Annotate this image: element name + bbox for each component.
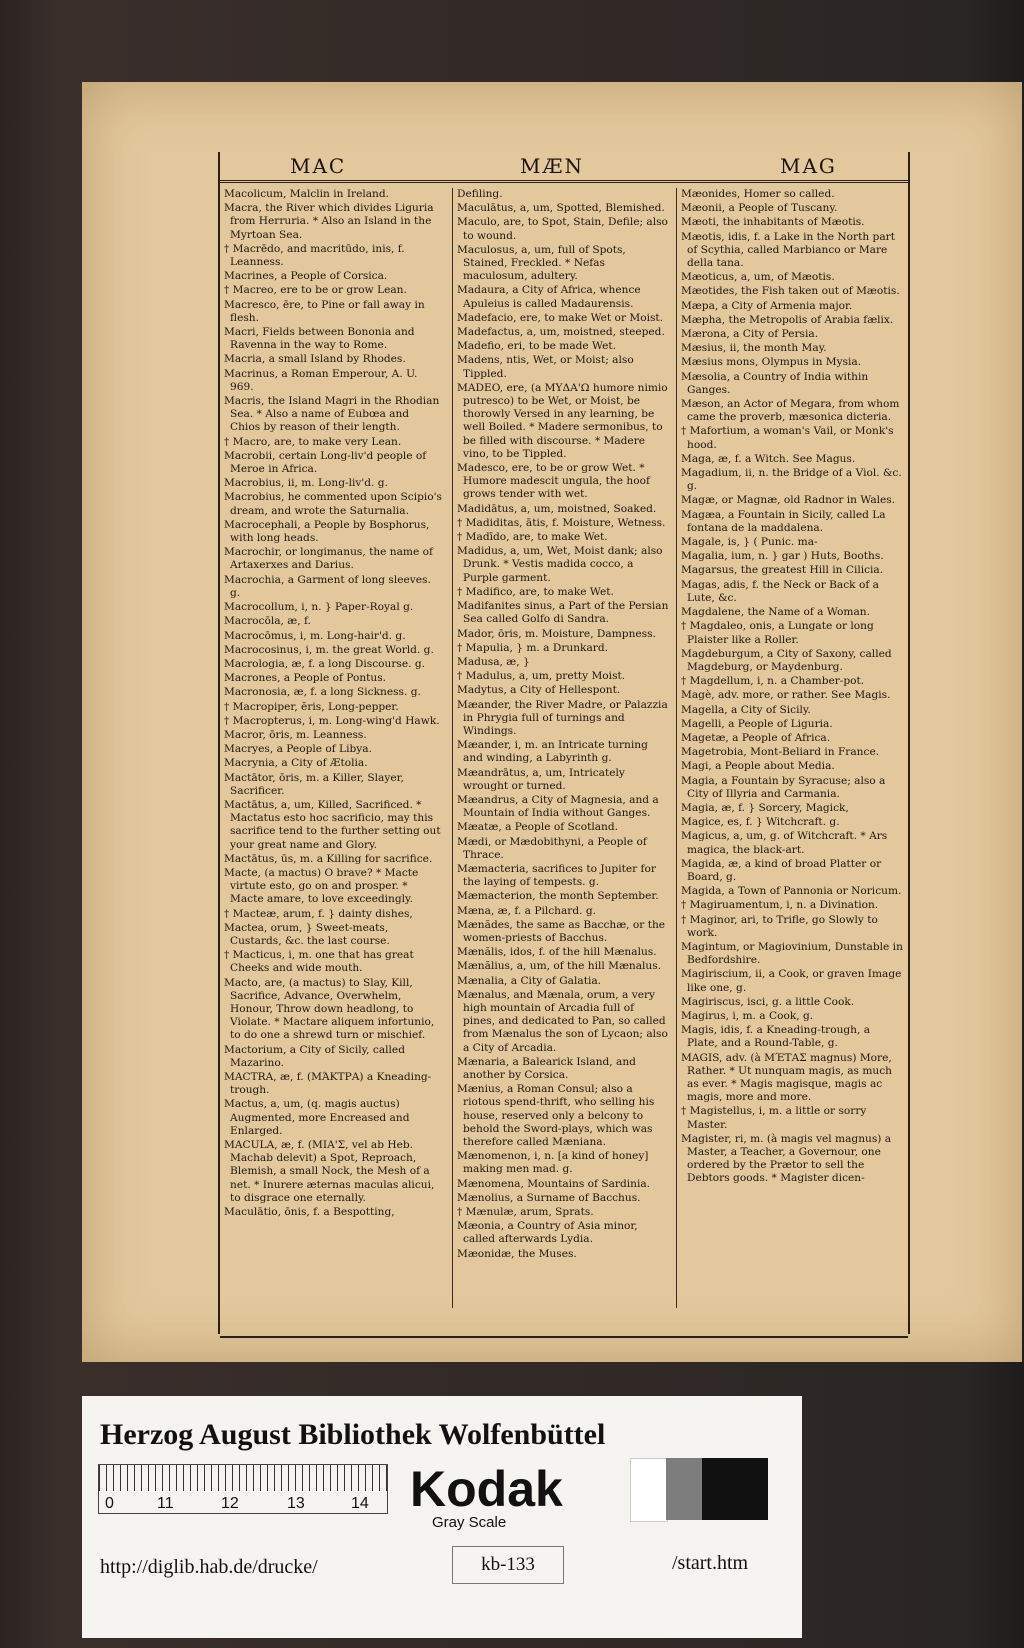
dictionary-entry: † Macreo, ere to be or grow Lean.: [224, 284, 407, 297]
dictionary-entry: Mæmacterion, the month September.: [457, 890, 659, 903]
dictionary-entry: Macolicum, Malclin in Ireland.: [224, 188, 390, 200]
dictionary-entry: Mæonides, Homer so called.: [681, 188, 835, 200]
running-head-left: MAC: [290, 154, 347, 178]
dictionary-entry: Mænalia, a City of Galatia.: [457, 974, 602, 987]
column-1: [224, 188, 442, 1308]
dictionary-entry: Madytus, a City of Hellespont.: [457, 684, 621, 697]
ruler-number: 12: [221, 1495, 239, 1512]
dictionary-entry: Macto, are, (a mactus) to Slay, Kill, Sacrifice, Advance, Overwhelm, Honour, Throw down headlong, to Violate. * Mactare aliquem infortunio, to do one a shrewd turn or mischief.: [224, 976, 435, 1042]
dictionary-entry: Mæoti, the inhabitants of Mæotis.: [681, 216, 865, 229]
dictionary-entry: Mæmacteria, sacrifices to Jupiter for the laying of tempests. g.: [457, 862, 656, 889]
item-code: kb-133: [452, 1546, 564, 1584]
dictionary-entry: Mæpa, a City of Armenia major.: [681, 299, 853, 312]
dictionary-entry: Macra, the River which divides Liguria from Herruria. * Also an Island in the Myrtoan Sea.: [224, 202, 434, 241]
dictionary-entry: Macrobius, ii, m. Long-liv'd. g.: [224, 477, 388, 490]
dictionary-entry: Mæonii, a People of Tuscany.: [681, 202, 838, 215]
column-2: [452, 188, 669, 1308]
dictionary-entry: Mæotides, the Fish taken out of Mæotis.: [681, 285, 900, 298]
dictionary-entry: Macrones, a People of Pontus.: [224, 672, 387, 685]
dictionary-entry: Defiling.: [457, 188, 503, 200]
dictionary-entry: Magetrobia, Mont-Beliard in France.: [681, 746, 880, 759]
dictionary-entry: Magi, a People about Media.: [681, 760, 835, 773]
target-card: [82, 1396, 802, 1638]
dictionary-entry: † Magdaleo, onis, a Lungate or long Plaister like a Roller.: [681, 620, 874, 646]
kodak-logo: Kodak: [410, 1461, 563, 1517]
ruler-number: 11: [157, 1495, 174, 1512]
dictionary-entry: Mactātor, ōris, m. a Killer, Slayer, Sacrificer.: [224, 771, 404, 797]
dictionary-entry: Macrocollum, i, n. } Paper-Royal g.: [224, 601, 414, 614]
dictionary-entry: Magirus, i, m. a Cook, g.: [681, 1009, 814, 1022]
ruler-scale: [98, 1464, 388, 1514]
running-head-center: MÆN: [520, 154, 584, 178]
dictionary-entry: Madens, ntis, Wet, or Moist; also Tippled.: [457, 354, 634, 380]
dictionary-entry: Magarsus, the greatest Hill in Cilicia.: [681, 564, 884, 577]
dictionary-entry: Magæ, or Magnæ, old Radnor in Wales.: [681, 494, 896, 507]
url-right: /start.htm: [672, 1552, 749, 1574]
dictionary-entry: MACULA, æ, f. (ΜΙΑ'Σ, vel ab Heb. Machab delevit) a Spot, Reproach, Blemish, a small Nock, the Mesh of a net. * Inurere æternas maculas alicui, to disgrace one eternally.: [224, 1139, 435, 1204]
dictionary-entry: Magiriscium, ii, a Cook, or graven Image like one, g.: [681, 968, 902, 994]
dictionary-entry: Macryes, a People of Libya.: [224, 743, 372, 756]
dictionary-entry: Magintum, or Magiovinium, Dunstable in Bedfordshire.: [681, 940, 903, 967]
dictionary-entry: Magale, is, } ( Punic. ma-: [681, 536, 818, 549]
dictionary-entry: Madidus, a, um, Wet, Moist dank; also Drunk. * Vestis madida cocco, a Purple garment.: [457, 545, 663, 584]
dictionary-entry: Macrologia, æ, f. a long Discourse. g.: [224, 657, 426, 670]
dictionary-entry: Macri, Fields between Bononia and Ravenna in the way to Rome.: [224, 326, 415, 352]
dictionary-entry: Mæotis, idis, f. a Lake in the North part of Scythia, called Marbianco or Mare della tana.: [681, 230, 895, 270]
dictionary-entry: Madefacio, ere, to make Wet or Moist.: [457, 311, 664, 324]
dictionary-entry: Magalia, ium, n. } gar ) Huts, Booths.: [681, 550, 884, 563]
dictionary-entry: Mæson, an Actor of Megara, from whom came the proverb, mæsonica dicteria.: [681, 398, 900, 424]
dictionary-entry: Madefio, eri, to be made Wet.: [457, 340, 616, 353]
dictionary-entry: † Magistellus, i, m. a little or sorry Master.: [681, 1105, 867, 1131]
dictionary-entry: Magia, æ, f. } Sorcery, Magick,: [681, 801, 849, 814]
dictionary-entry: MADEO, ere, (a ΜΥΔΑ'Ω humore nimio putresco) to be Wet, or Moist, be thorowly Versed in any learning, be well Boiled. * Madere sermonibus, to be filled with discourse. * Madere vino, to be Tippled.: [457, 381, 668, 460]
dictionary-entry: † Maginor, ari, to Trifle, go Slowly to work.: [681, 913, 878, 939]
dictionary-entry: Maculosus, a, um, full of Spots, Stained, Freckled. * Nefas maculosum, adultery.: [457, 243, 626, 283]
dictionary-entry: Madefactus, a, um, moistned, steeped.: [457, 326, 665, 339]
gray-swatch-mid: [666, 1458, 702, 1520]
gray-scale-label: Gray Scale: [432, 1514, 507, 1531]
column-3: [676, 188, 903, 1308]
dictionary-entry: Mæsius, ii, the month May.: [681, 342, 827, 355]
gray-swatch-black: [702, 1458, 768, 1520]
dictionary-entry: † Macticus, i, m. one that has great Cheeks and wide mouth.: [224, 949, 414, 975]
dictionary-entry: Magiriscus, isci, g. a little Cook.: [681, 995, 855, 1008]
url-left: http://diglib.hab.de/drucke/: [100, 1556, 318, 1578]
dictionary-entry: † Magdellum, i, n. a Chamber-pot.: [681, 675, 865, 688]
dictionary-entry: Macrocosinus, i, m. the great World. g.: [224, 643, 434, 656]
dictionary-entry: Mactorium, a City of Sicily, called Mazarino.: [224, 1043, 405, 1069]
dictionary-entry: MAGIS, adv. (à ΜΈΤΑΣ magnus) More, Rather. * Ut nunquam magis, as much as ever. * Magis magisque, magis ac magis, more and more.: [681, 1051, 892, 1104]
dictionary-entry: Macrines, a People of Corsica.: [224, 270, 388, 283]
bottom-rule: [220, 1336, 908, 1338]
dictionary-entry: † Macropiper, ĕris, Long-pepper.: [224, 700, 399, 713]
dictionary-entry: Magetæ, a People of Africa.: [681, 731, 831, 744]
dictionary-entry: Mænomena, Mountains of Sardinia.: [457, 1177, 651, 1190]
dictionary-entry: Macrobii, certain Long-liv'd people of Meroe in Africa.: [224, 449, 427, 476]
dictionary-entry: † Mafortium, a woman's Vail, or Monk's hood.: [681, 425, 894, 451]
dictionary-entry: Macror, ōris, m. Leanness.: [224, 728, 367, 741]
dictionary-entry: Mæandrātus, a, um, Intricately wrought or turned.: [457, 766, 625, 792]
dictionary-entry: † Macteæ, arum, f. } dainty dishes,: [224, 907, 413, 920]
dictionary-entry: Mador, ōris, m. Moisture, Dampness.: [457, 627, 656, 640]
dictionary-entry: Mænădes, the same as Bacchæ, or the women-priests of Bacchus.: [457, 918, 666, 944]
dictionary-entry: Mæonidæ, the Muses.: [457, 1247, 577, 1260]
dictionary-entry: Maculo, are, to Spot, Stain, Defile; also to wound.: [457, 216, 668, 242]
dictionary-entry: Magæa, a Fountain in Sicily, called La fontana de la maddalena.: [681, 508, 886, 534]
dictionary-entry: Mactus, a, um, (q. magis auctus) Augmented, more Encreased and Enlarged.: [224, 1098, 410, 1137]
dictionary-entry: † Mapulia, } m. a Drunkard.: [457, 641, 608, 654]
dictionary-entry: Mactea, orum, } Sweet-meats, Custards, &c. the last course.: [224, 921, 390, 947]
dictionary-entry: Magister, ri, m. (à magis vel magnus) a Master, a Teacher, a Governour, one ordered by the Prætor to sell the Debtors goods. * Magister dicen-: [681, 1132, 892, 1185]
running-head: [220, 150, 908, 183]
dictionary-entry: † Madīdo, are, to make Wet.: [457, 531, 608, 544]
dictionary-entry: Madifanites sinus, a Part of the Persian Sea called Golfo di Sandra.: [457, 600, 669, 626]
dictionary-entry: Magas, adis, f. the Neck or Back of a Lute, &c.: [681, 578, 879, 604]
dictionary-entry: † Madulus, a, um, pretty Moist.: [457, 670, 626, 683]
dictionary-entry: Magelli, a People of Liguria.: [681, 717, 833, 730]
dictionary-entry: Mæoticus, a, um, of Mæotis.: [681, 271, 835, 284]
ruler-number: 14: [351, 1495, 369, 1512]
dictionary-entry: Maga, æ, f. a Witch. See Magus.: [681, 452, 856, 465]
dictionary-entry: Mactātus, ūs, m. a Killing for sacrifice.: [224, 852, 433, 865]
dictionary-entry: Mæander, i, m. an Intricate turning and winding, a Labyrinth g.: [457, 739, 648, 765]
dictionary-entry: Magicus, a, um, g. of Witchcraft. * Ars magica, the black-art.: [681, 830, 888, 856]
page-frame: [218, 152, 910, 1334]
dictionary-entry: MACTRA, æ, f. (ΜΆΚΤΡΑ) a Kneading-trough.: [224, 1071, 432, 1097]
dictionary-entry: Magè, adv. more, or rather. See Magis.: [681, 689, 891, 702]
dictionary-entry: Magida, a Town of Pannonia or Noricum.: [681, 885, 902, 898]
dictionary-entry: Mæonia, a Country of Asia minor, called afterwards Lydia.: [457, 1220, 638, 1246]
dictionary-entry: Macte, (a mactus) O brave? * Macte virtute esto, go on and prosper. * Macte amare, to love exceedingly.: [224, 866, 419, 906]
dictionary-entry: † Mænulæ, arum, Sprats.: [457, 1206, 594, 1219]
dictionary-entry: Magadium, ii, n. the Bridge of a Viol. &c. g.: [681, 467, 902, 493]
dictionary-entry: † Macropterus, i, m. Long-wing'd Hawk.: [224, 714, 440, 727]
dictionary-entry: Mænalus, and Mænala, orum, a very high mountain of Arcadia full of pines, and dedicated to Pan, so called from Mænalus the son of Lycaon; also a City of Arcadia.: [457, 988, 668, 1054]
dictionary-entry: Mænălis, idos, f. of the hill Mænalus.: [457, 946, 657, 959]
dictionary-entry: Macrochir, or longimanus, the name of Artaxerxes and Darius.: [224, 546, 433, 572]
dictionary-entry: Madidātus, a, um, moistned, Soaked.: [457, 502, 657, 515]
dictionary-entry: Magia, a Fountain by Syracuse; also a City of Illyria and Carmania.: [681, 774, 886, 800]
dictionary-entry: Mænomenon, i, n. [a kind of honey] making men mad. g.: [457, 1150, 649, 1176]
dictionary-entry: Macrocephali, a People by Bosphorus, with long heads.: [224, 518, 430, 545]
ruler-number: 0: [105, 1495, 114, 1512]
dictionary-entry: Macria, a small Island by Rhodes.: [224, 353, 406, 366]
dictionary-entry: Mæander, the River Madre, or Palazzia in Phrygia full of turnings and Windings.: [457, 698, 668, 737]
dictionary-entry: Magida, æ, a kind of broad Platter or Board, g.: [681, 857, 882, 883]
dictionary-entry: Madaura, a City of Africa, whence Apuleius is called Madaurensis.: [457, 284, 641, 310]
dictionary-entry: Mæsius mons, Olympus in Mysia.: [681, 356, 862, 369]
dictionary-entry: † Madiditas, ātis, f. Moisture, Wetness.: [457, 516, 666, 529]
gray-swatch-white: [630, 1458, 668, 1522]
dictionary-entry: Mænălius, a, um, of the hill Mænalus.: [457, 960, 662, 973]
dictionary-entry: Madesco, ere, to be or grow Wet. * Humore madescit ungula, the hoof grows tender with wet.: [457, 462, 650, 501]
dictionary-entry: Mæatæ, a People of Scotland.: [457, 821, 619, 834]
dictionary-entry: Macrochia, a Garment of long sleeves. g.: [224, 573, 431, 599]
library-name: Herzog August Bibliothek Wolfenbüttel: [100, 1418, 606, 1451]
dictionary-entry: † Macrēdo, and macritūdo, inis, f. Leanness.: [224, 242, 405, 269]
dictionary-entry: Mæna, æ, f. a Pilchard. g.: [457, 904, 597, 917]
dictionary-entry: Maculātio, ōnis, f. a Bespotting,: [224, 1206, 395, 1219]
dictionary-entry: Mænolius, a Surname of Bacchus.: [457, 1191, 641, 1204]
dictionary-entry: † Madifico, are, to make Wet.: [457, 585, 614, 598]
dictionary-entry: Madusa, æ, }: [457, 655, 530, 668]
dictionary-entry: Macrobius, he commented upon Scipio's dream, and wrote the Saturnalia.: [224, 491, 442, 517]
dictionary-entry: Macresco, ēre, to Pine or fall away in flesh.: [224, 298, 425, 324]
dictionary-entry: † Macro, are, to make very Lean.: [224, 435, 402, 448]
dictionary-entry: Macrocōmus, i, m. Long-hair'd. g.: [224, 629, 406, 642]
running-head-right: MAG: [780, 154, 837, 178]
dictionary-entry: Magice, es, f. } Witchcraft. g.: [681, 816, 840, 829]
dictionary-entry: Mædi, or Mædobithyni, a People of Thrace.: [457, 835, 647, 861]
dictionary-entry: Mænius, a Roman Consul; also a riotous spend-thrift, who selling his house, reserved only a belcony to behold the Sword-plays, which was therefore called Mæniana.: [457, 1083, 655, 1149]
dictionary-entry: Macris, the Island Magri in the Rhodian Sea. * Also a name of Eubœa and Chios by reason of their length.: [224, 395, 440, 434]
dictionary-entry: Macronosia, æ, f. a long Sickness. g.: [224, 686, 421, 699]
dictionary-entry: Mænaria, a Balearick Island, and another by Corsica.: [457, 1055, 636, 1081]
dictionary-entry: Mactātus, a, um, Killed, Sacrificed. * Mactatus esto hoc sacrificio, may this sacrifice tend to the further setting out your great name and Glory.: [224, 798, 441, 851]
dictionary-entry: Magdeburgum, a City of Saxony, called Magdeburg, or Maydenburg.: [681, 647, 892, 673]
dictionary-entry: Magis, idis, f. a Kneading-trough, a Plate, and a Round-Table, g.: [681, 1024, 871, 1050]
dictionary-entry: Mæsolia, a Country of India within Ganges.: [681, 370, 869, 396]
dictionary-entry: Magella, a City of Sicily.: [681, 703, 811, 716]
dictionary-entry: † Magiruamentum, i, n. a Divination.: [681, 899, 879, 912]
dictionary-entry: Mærona, a City of Persia.: [681, 328, 819, 341]
ruler-number: 13: [287, 1495, 305, 1512]
dictionary-entry: Macrocōla, æ, f.: [224, 615, 311, 628]
dictionary-entry: Macrinus, a Roman Emperour, A. U. 969.: [224, 367, 418, 393]
dictionary-entry: Maculātus, a, um, Spotted, Blemished.: [457, 202, 665, 215]
dictionary-entry: Macrynia, a City of Ætolia.: [224, 757, 368, 770]
dictionary-entry: Mæandrus, a City of Magnesia, and a Mountain of India without Ganges.: [457, 793, 659, 820]
dictionary-entry: Mæpha, the Metropolis of Arabia fælix.: [681, 313, 894, 326]
dictionary-entry: Magdalene, the Name of a Woman.: [681, 606, 870, 619]
